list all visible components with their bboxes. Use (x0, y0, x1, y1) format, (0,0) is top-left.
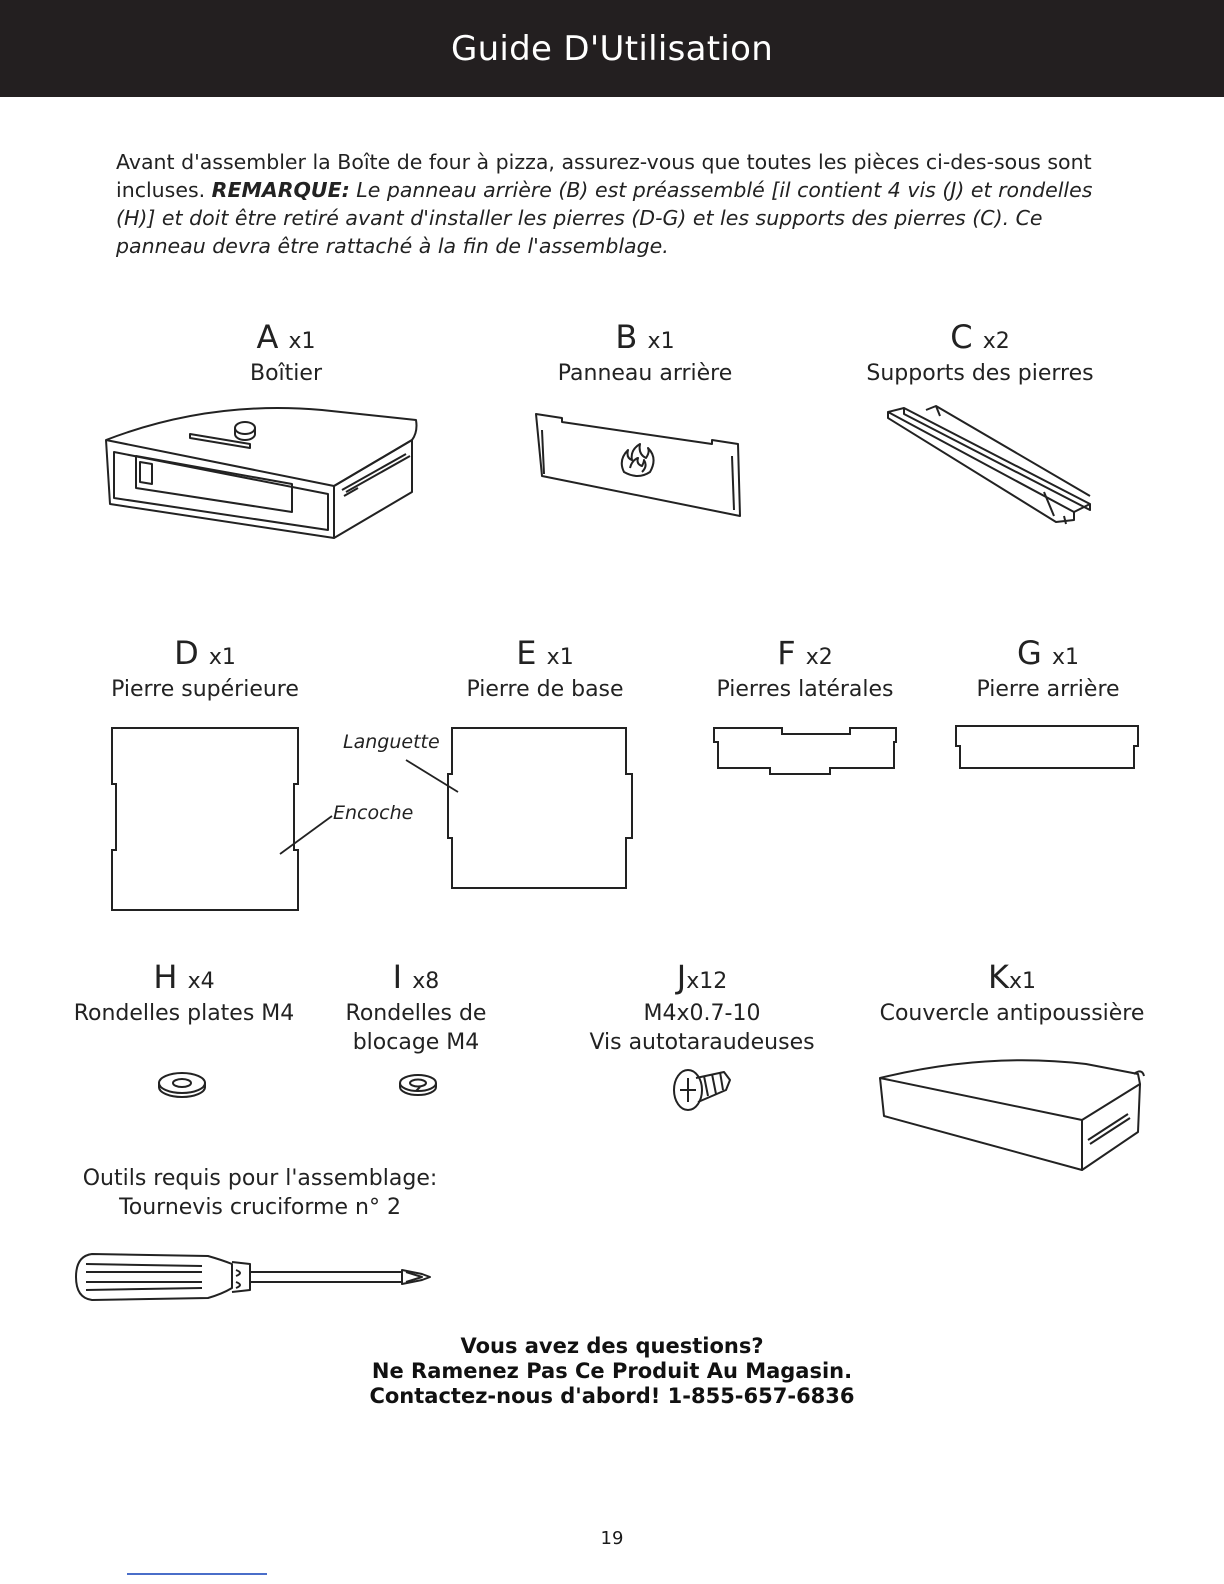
part-c (850, 320, 1110, 388)
side-stone-drawing (710, 722, 902, 778)
part-d-letter: D (174, 634, 199, 672)
part-b (530, 320, 760, 388)
intro-text: Avant d'assembler la Boîte de four à pizza, assurez-vous que toutes les pièces ci-des-sous sont incluses. (116, 150, 1092, 202)
contact-warning: Ne Ramenez Pas Ce Produit Au Magasin. (371, 1359, 853, 1383)
tab-callout-label: Languette (343, 731, 440, 753)
part-e-letter: E (516, 634, 537, 672)
part-h-label: Rondelles plates M4 (73, 1001, 295, 1026)
page-title: Guide D'Utilisation (450, 28, 774, 69)
part-c-label: Supports des pierres (866, 361, 1094, 386)
note-label: REMARQUE: (211, 178, 350, 202)
part-f-qty: x2 (805, 645, 833, 670)
lock-washer-drawing (396, 1072, 440, 1098)
page-number: 19 (600, 1528, 624, 1549)
part-k-label: Couvercle antipoussière (879, 1001, 1145, 1026)
part-g-label: Pierre arrière (976, 677, 1120, 702)
part-j-label-line1: M4x0.7-10 (643, 1001, 761, 1026)
base-stone-drawing (444, 724, 636, 894)
part-a-qty: x1 (288, 329, 316, 354)
back-panel-drawing (532, 410, 748, 520)
contact-phone: Contactez-nous d'abord! 1-855-657-6836 (369, 1384, 855, 1408)
part-d-label: Pierre supérieure (111, 677, 299, 702)
part-g (950, 636, 1146, 704)
part-j-qty: x12 (686, 969, 728, 994)
part-h-letter: H (153, 958, 178, 996)
part-i-qty: x8 (412, 969, 440, 994)
part-c-qty: x2 (982, 329, 1010, 354)
housing-drawing (100, 392, 424, 542)
part-e-qty: x1 (546, 645, 574, 670)
part-i-label-line2: blocage M4 (352, 1030, 480, 1055)
tools-heading: Outils requis pour l'assemblage: (82, 1166, 438, 1191)
part-a (186, 320, 386, 388)
part-i-letter: I (392, 958, 403, 996)
contact-question: Vous avez des questions? (460, 1334, 764, 1358)
top-stone-drawing (108, 724, 304, 916)
part-f-label: Pierres latérales (716, 677, 894, 702)
footer-divider (127, 1573, 267, 1575)
part-a-label: Boîtier (250, 361, 322, 386)
part-g-letter: G (1017, 634, 1042, 672)
page-header (0, 0, 1224, 97)
notch-callout-line (276, 812, 336, 858)
contact-block (0, 1334, 1224, 1409)
part-h-qty: x4 (187, 969, 215, 994)
part-j (580, 960, 824, 1057)
note-text: Le panneau arrière (B) est préassemblé [il contient 4 vis (J) et rondelles (H)] et doit être retiré avant d'installer les pierres (D-G) et les supports des pierres (C). Ce panneau devra être rattaché à la fin de l'assemblage. (116, 178, 1093, 258)
part-h (66, 960, 302, 1028)
part-g-qty: x1 (1051, 645, 1079, 670)
part-d (100, 636, 310, 704)
part-k (864, 960, 1160, 1028)
part-b-letter: B (615, 318, 638, 356)
part-i-label-line1: Rondelles de (345, 1001, 487, 1026)
part-f-letter: F (777, 634, 796, 672)
screw-drawing (668, 1062, 734, 1118)
part-e (450, 636, 640, 704)
notch-callout-label: Encoche (333, 802, 414, 824)
tools-item: Tournevis cruciforme n° 2 (119, 1195, 401, 1220)
part-e-label: Pierre de base (466, 677, 624, 702)
part-b-label: Panneau arrière (557, 361, 733, 386)
part-c-letter: C (950, 318, 973, 356)
tools-section (60, 1164, 460, 1222)
screwdriver-drawing (72, 1248, 434, 1306)
part-k-qty: x1 (1008, 969, 1036, 994)
part-a-letter: A (256, 318, 279, 356)
part-b-qty: x1 (647, 329, 675, 354)
dust-cover-drawing (876, 1056, 1148, 1176)
part-k-letter: K (987, 958, 1009, 996)
part-j-label-line2: Vis autotaraudeuses (589, 1030, 815, 1055)
stone-support-drawing (884, 404, 1096, 526)
flat-washer-drawing (156, 1070, 208, 1100)
part-f (705, 636, 905, 704)
intro-paragraph (116, 148, 1116, 260)
back-stone-drawing (952, 722, 1144, 772)
part-j-letter: J (676, 958, 687, 996)
part-d-qty: x1 (208, 645, 236, 670)
part-i (326, 960, 506, 1057)
